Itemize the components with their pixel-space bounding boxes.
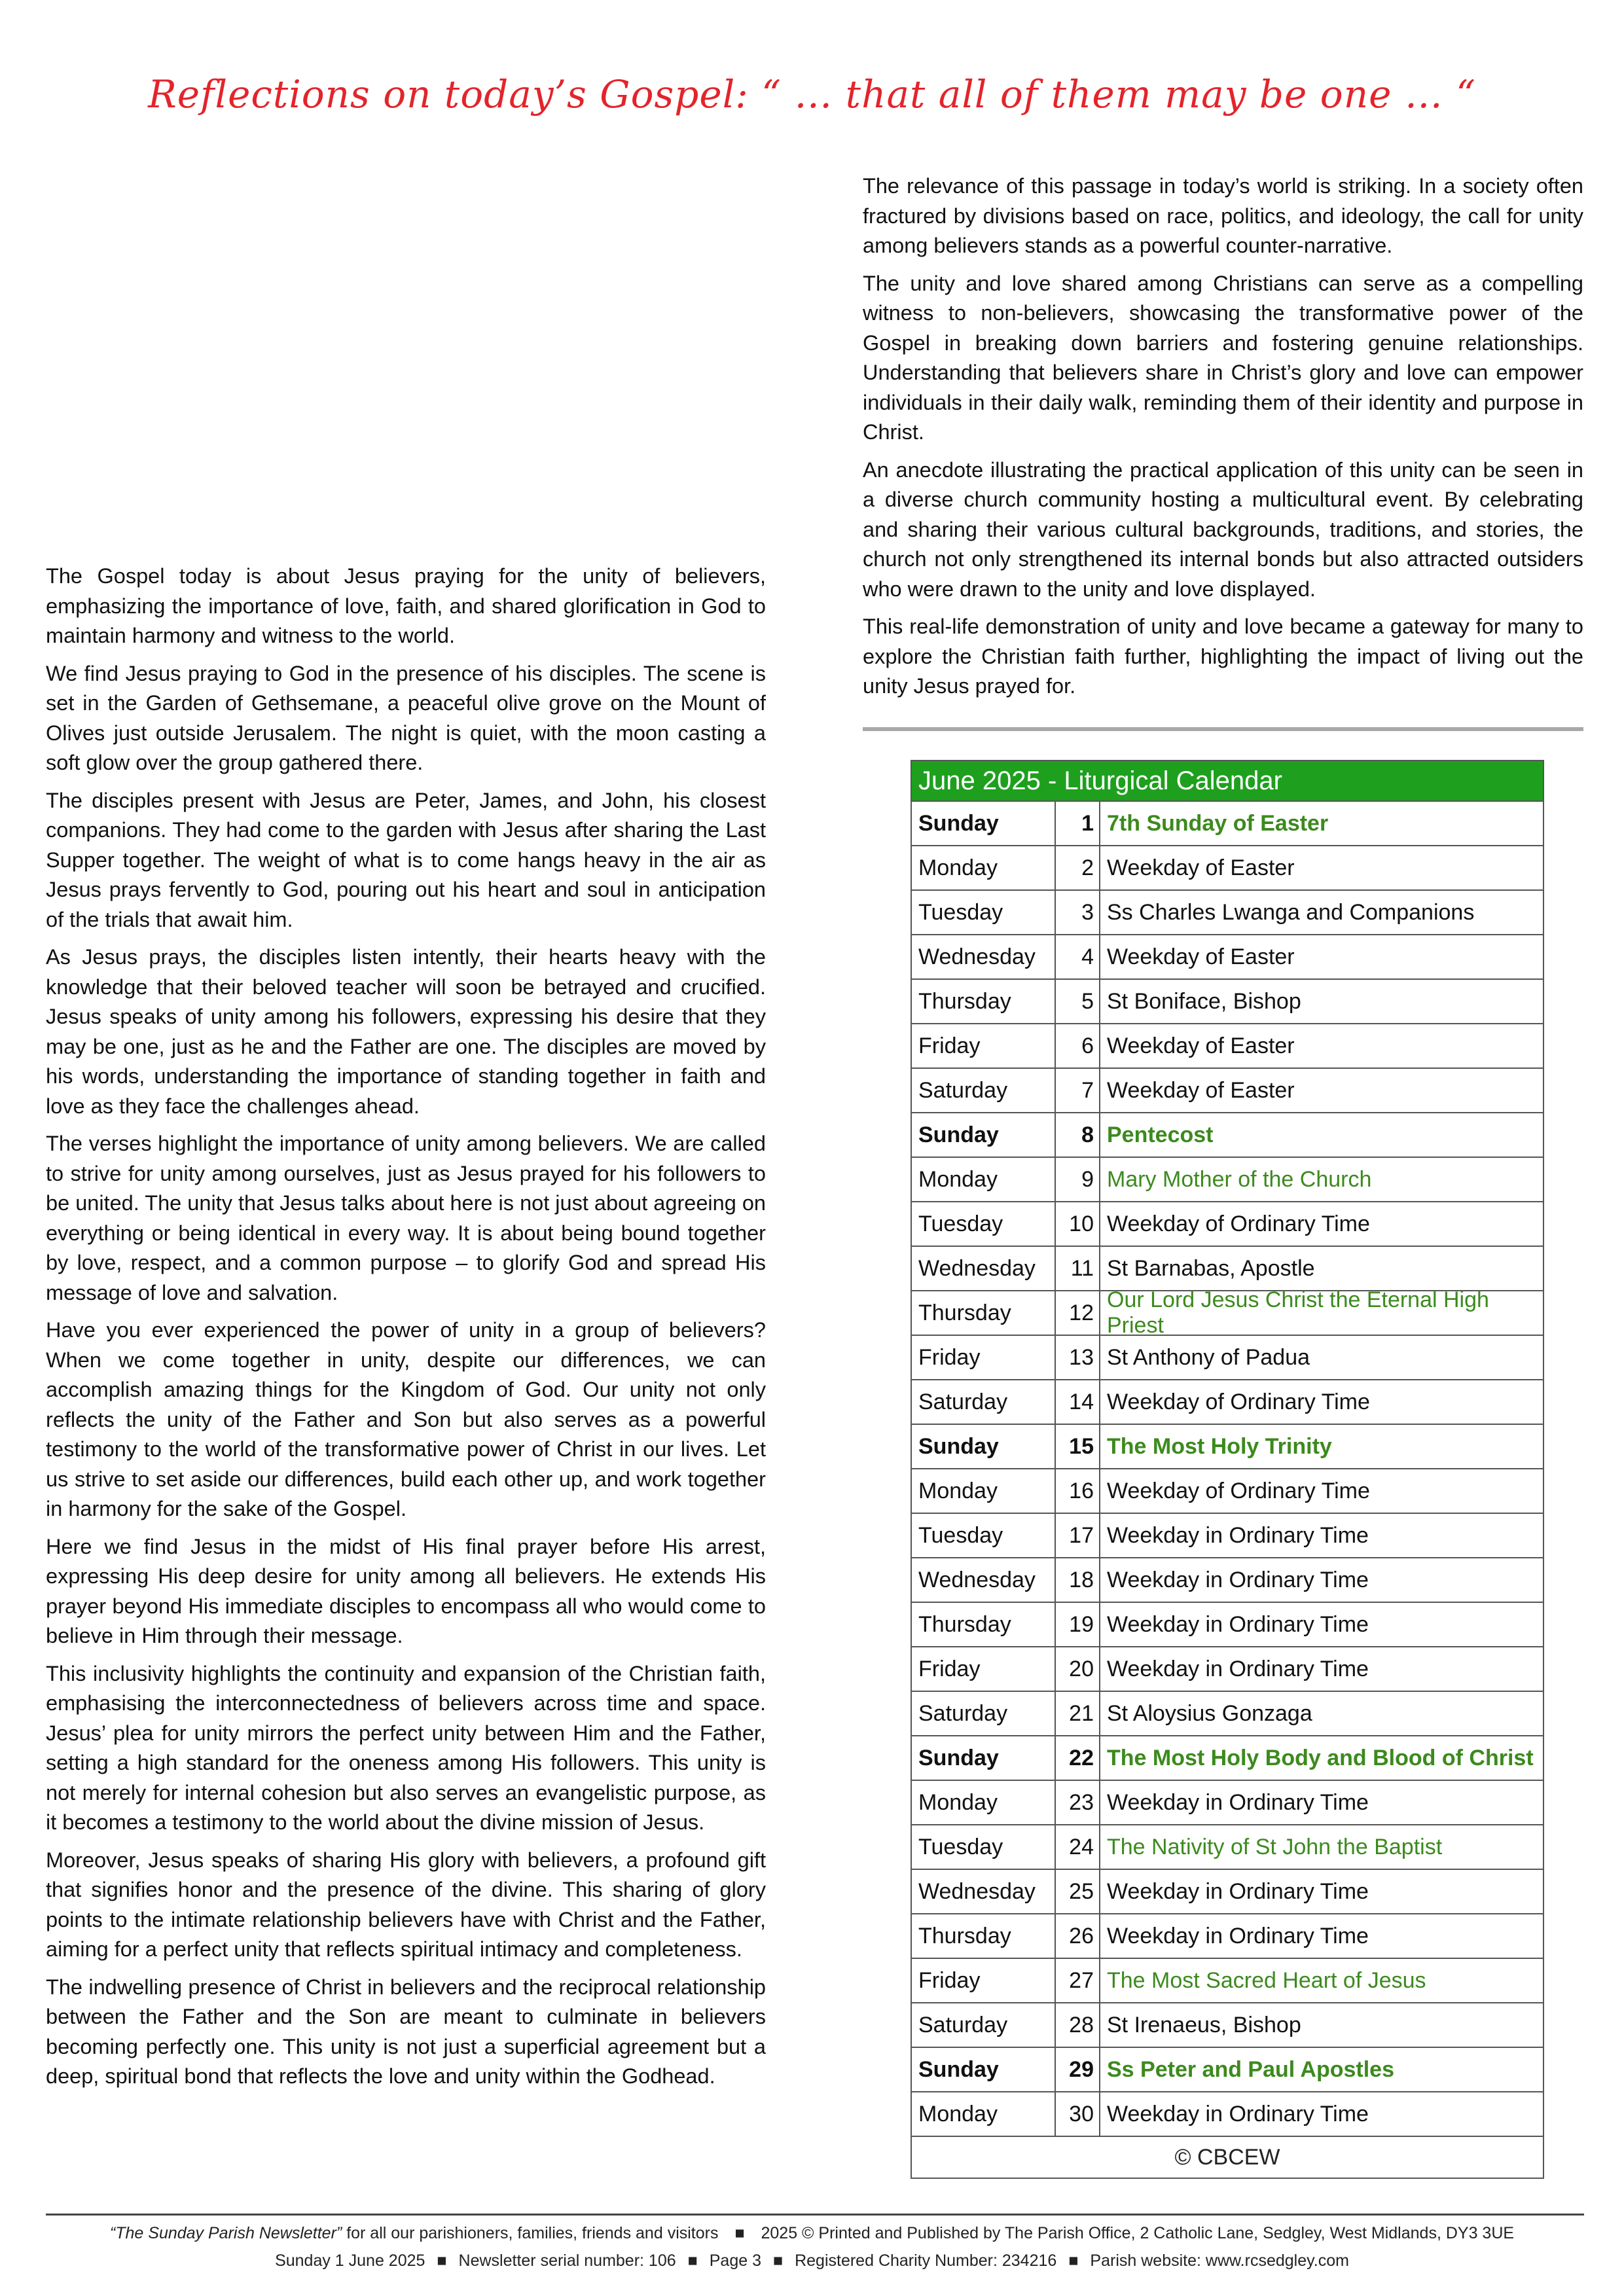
calendar-row [912, 1112, 1543, 1157]
calendar-day: Friday [912, 1647, 1056, 1691]
calendar-day: Friday [912, 1959, 1056, 2002]
left-paragraph: As Jesus prays, the disciples listen intently, their hearts heavy with the knowledge that their beloved teacher will soon be betrayed and crucified. Jesus speaks of unity among his followers, expressing his desire that they may be one, just as he and the Father are one. The disciples are moved by his words, understanding the importance of standing together in faith and love as they face the challenges ahead. [46, 945, 766, 1118]
footer-line-1 [0, 2224, 1624, 2243]
calendar-day: Sunday [912, 802, 1056, 845]
calendar-row [912, 1557, 1543, 1602]
calendar-celebration: Weekday of Easter [1107, 1077, 1295, 1103]
footer-item: Sunday 1 June 2025 [275, 2251, 425, 2270]
calendar-row [912, 1067, 1543, 1112]
calendar-day: Saturday [912, 1380, 1056, 1424]
calendar-day: Saturday [912, 1692, 1056, 1735]
calendar-row [912, 800, 1543, 845]
calendar-celebration: Weekday in Ordinary Time [1107, 1611, 1369, 1637]
footer-divider [46, 2214, 1584, 2215]
calendar-row [912, 1646, 1543, 1691]
separator-icon: ■ [1068, 2251, 1079, 2270]
footer-item: Parish website: www.rcsedgley.com [1090, 2251, 1349, 2270]
newsletter-name: “The Sunday Parish Newsletter” [109, 2224, 342, 2242]
calendar-day: Thursday [912, 1603, 1056, 1646]
calendar-row [912, 1958, 1543, 2002]
calendar-day: Sunday [912, 1425, 1056, 1468]
calendar-date: 9 [1056, 1158, 1100, 1201]
calendar-celebration: Weekday of Ordinary Time [1107, 1389, 1370, 1414]
calendar-row [912, 1913, 1543, 1958]
calendar-day: Tuesday [912, 1514, 1056, 1557]
calendar-date: 7 [1056, 1069, 1100, 1112]
calendar-celebration: Mary Mother of the Church [1107, 1166, 1372, 1192]
calendar-row [912, 1869, 1543, 1913]
calendar-date: 20 [1056, 1647, 1100, 1691]
calendar-day: Sunday [912, 1113, 1056, 1157]
calendar-date: 2 [1056, 846, 1100, 889]
calendar-row [912, 1287, 1543, 1338]
calendar-row [912, 2047, 1543, 2091]
calendar-date: 8 [1056, 1113, 1100, 1157]
calendar-day: Sunday [912, 2048, 1056, 2091]
calendar-date: 1 [1056, 802, 1100, 845]
left-paragraph: The Gospel today is about Jesus praying for the unity of believers, emphasizing the importance of love, faith, and shared glorification in God to maintain harmony and witness to the world. [46, 564, 766, 647]
calendar-celebration: Weekday in Ordinary Time [1107, 1656, 1369, 1681]
calendar-day: Wednesday [912, 935, 1056, 978]
page-title: Reflections on today’s Gospel: “ … that all of them may be one … “ [148, 72, 1476, 117]
calendar-day: Monday [912, 846, 1056, 889]
calendar-copyright: © CBCEW [912, 2136, 1543, 2178]
calendar-date: 4 [1056, 935, 1100, 978]
calendar-celebration: St Barnabas, Apostle [1107, 1255, 1315, 1281]
calendar-row [912, 934, 1543, 978]
calendar-date: 21 [1056, 1692, 1100, 1735]
calendar-date: 30 [1056, 2092, 1100, 2136]
footer-publisher: 2025 © Printed and Published by The Parish Office, 2 Catholic Lane, Sedgley, West Midlands, DY3 3UE [761, 2224, 1515, 2242]
calendar-row [912, 1780, 1543, 1824]
calendar-date: 15 [1056, 1425, 1100, 1468]
calendar-date: 16 [1056, 1469, 1100, 1513]
calendar-celebration: Weekday in Ordinary Time [1107, 2101, 1369, 2126]
calendar-celebration: Our Lord Jesus Christ the Eternal High Priest [1107, 1287, 1489, 1338]
calendar-day: Wednesday [912, 1247, 1056, 1290]
calendar-row [912, 1157, 1543, 1201]
calendar-celebration: Weekday of Ordinary Time [1107, 1478, 1370, 1503]
calendar-celebration: Weekday of Easter [1107, 855, 1295, 880]
calendar-date: 25 [1056, 1870, 1100, 1913]
calendar-date: 26 [1056, 1914, 1100, 1958]
calendar-row [912, 1735, 1543, 1780]
calendar-celebration: St Aloysius Gonzaga [1107, 1700, 1312, 1726]
calendar-celebration: The Most Holy Body and Blood of Christ [1107, 1745, 1534, 1770]
calendar-celebration: Weekday in Ordinary Time [1107, 1878, 1369, 1904]
footer-item: Newsletter serial number: 106 [458, 2251, 676, 2270]
calendar-day: Monday [912, 1158, 1056, 1201]
calendar-row [912, 1824, 1543, 1869]
calendar-celebration: St Boniface, Bishop [1107, 988, 1301, 1014]
calendar-day: Thursday [912, 980, 1056, 1023]
calendar-day: Friday [912, 1024, 1056, 1067]
calendar-row [912, 889, 1543, 934]
left-paragraph: The disciples present with Jesus are Peter, James, and John, his closest companions. They had come to the garden with Jesus after sharing the Last Supper together. The weight of what is to come hangs heavy in the air as Jesus prays fervently to God, pouring out his heart and soul in anticipation of the trials that await him. [46, 788, 766, 931]
calendar-row [912, 1602, 1543, 1646]
calendar-date: 18 [1056, 1558, 1100, 1602]
calendar-celebration: Weekday in Ordinary Time [1107, 1923, 1369, 1948]
footer-item: Registered Charity Number: 234216 [795, 2251, 1057, 2270]
calendar-day: Wednesday [912, 1558, 1056, 1602]
calendar-celebration: Ss Peter and Paul Apostles [1107, 2056, 1394, 2082]
left-paragraph: Have you ever experienced the power of unity in a group of believers? When we come together in unity, despite our differences, we can accomplish amazing things for the Kingdom of God. Our unity not only reflects the unity of the Father and Son but also serves as a powerful testimony to the world of the transformative power of Christ in our lives. Let us strive to set aside our differences, build each other up, and work together in harmony for the sake of the Gospel. [46, 1318, 766, 1520]
calendar-day: Monday [912, 1781, 1056, 1824]
calendar-day: Friday [912, 1336, 1056, 1379]
calendar-heading: June 2025 - Liturgical Calendar [912, 761, 1543, 800]
right-paragraph: This real-life demonstration of unity and love became a gateway for many to explore the Christian faith further, highlighting the impact of living out the unity Jesus prayed for. [863, 615, 1583, 698]
calendar-row [912, 1201, 1543, 1246]
calendar-date: 6 [1056, 1024, 1100, 1067]
section-divider [863, 727, 1583, 731]
calendar-row [912, 1691, 1543, 1735]
calendar-celebration: Weekday in Ordinary Time [1107, 1789, 1369, 1815]
calendar-day: Monday [912, 2092, 1056, 2136]
left-paragraph: We find Jesus praying to God in the presence of his disciples. The scene is set in the Garden of Gethsemane, a peaceful olive grove on the Mount of Olives just outside Jerusalem. The night is quiet, with the moon casting a soft glow over the group gathered there. [46, 661, 766, 774]
calendar-date: 3 [1056, 891, 1100, 934]
calendar-date: 19 [1056, 1603, 1100, 1646]
calendar-celebration: St Irenaeus, Bishop [1107, 2012, 1301, 2037]
calendar-row [912, 2091, 1543, 2136]
calendar-celebration: The Nativity of St John the Baptist [1107, 1834, 1443, 1859]
calendar-row [912, 1424, 1543, 1468]
footer-audience: for all our parishioners, families, friends and visitors [346, 2224, 719, 2242]
calendar-day: Sunday [912, 1736, 1056, 1780]
left-paragraph: The indwelling presence of Christ in believers and the reciprocal relationship between the Father and the Son are meant to culminate in believers becoming perfectly one. This unity is not just a superficial agreement but a deep, spiritual bond that reflects the love and unity within the Godhead. [46, 1975, 766, 2088]
calendar-date: 23 [1056, 1781, 1100, 1824]
footer-line-2 [0, 2251, 1624, 2270]
calendar-day: Saturday [912, 2003, 1056, 2047]
right-paragraph: The relevance of this passage in today’s world is striking. In a society often fractured by divisions based on race, politics, and ideology, the call for unity among believers stands as a powerful counter-narrative. [863, 174, 1583, 257]
calendar-day: Saturday [912, 1069, 1056, 1112]
calendar-row [912, 1335, 1543, 1379]
separator-icon: ■ [437, 2251, 447, 2270]
right-paragraph: An anecdote illustrating the practical application of this unity can be seen in a diverse church community hosting a multicultural event. By celebrating and sharing their various cultural backgrounds, traditions, and stories, the church not only strengthened its internal bonds but also attracted outsiders who were drawn to the unity and love displayed. [863, 457, 1583, 601]
calendar-celebration: St Anthony of Padua [1107, 1344, 1310, 1370]
calendar-date: 12 [1056, 1291, 1100, 1335]
calendar-celebration: Weekday in Ordinary Time [1107, 1522, 1369, 1548]
calendar-date: 10 [1056, 1202, 1100, 1246]
calendar-day: Tuesday [912, 1825, 1056, 1869]
separator-icon: ■ [772, 2251, 784, 2270]
calendar-date: 11 [1056, 1247, 1100, 1290]
calendar-day: Thursday [912, 1914, 1056, 1958]
calendar-row [912, 1023, 1543, 1067]
calendar-celebration: Weekday in Ordinary Time [1107, 1567, 1369, 1592]
calendar-row [912, 1246, 1543, 1290]
calendar-date: 28 [1056, 2003, 1100, 2047]
calendar-date: 27 [1056, 1959, 1100, 2002]
calendar-row [912, 845, 1543, 889]
calendar-celebration: The Most Holy Trinity [1107, 1433, 1332, 1459]
calendar-date: 5 [1056, 980, 1100, 1023]
left-paragraph: Moreover, Jesus speaks of sharing His glory with believers, a profound gift that signifies honor and the presence of the divine. This sharing of glory points to the intimate relationship believers have with Christ and the Father, aiming for a perfect unity that reflects spiritual intimacy and completeness. [46, 1848, 766, 1961]
calendar-celebration: Weekday of Easter [1107, 944, 1295, 969]
calendar-date: 14 [1056, 1380, 1100, 1424]
left-paragraph: The verses highlight the importance of unity among believers. We are called to strive for unity among ourselves, just as Jesus prayed for his followers to be united. The unity that Jesus talks about here is not just about agreeing on everything or being identical in every way. It is about being bound together by love, respect, and a common purpose – to glorify God and spread His message of love and salvation. [46, 1132, 766, 1304]
gospel-reflection-right-column [863, 171, 1583, 709]
calendar-day: Monday [912, 1469, 1056, 1513]
calendar-row [912, 2002, 1543, 2047]
calendar-row [912, 978, 1543, 1023]
calendar-day: Wednesday [912, 1870, 1056, 1913]
separator-icon: ■ [687, 2251, 698, 2270]
calendar-date: 22 [1056, 1736, 1100, 1780]
calendar-celebration: Pentecost [1107, 1122, 1214, 1147]
calendar-date: 29 [1056, 2048, 1100, 2091]
calendar-day: Tuesday [912, 1202, 1056, 1246]
calendar-celebration: Weekday of Ordinary Time [1107, 1211, 1370, 1236]
calendar-day: Thursday [912, 1291, 1056, 1335]
left-paragraph: This inclusivity highlights the continuity and expansion of the Christian faith, emphasising the interconnectedness of believers across time and space. Jesus’ plea for unity mirrors the perfect unity between Him and the Father, setting a high standard for the oneness among His followers. This unity is not merely for internal cohesion but also serves an evangelistic purpose, as it becomes a testimony to the world about the divine mission of Jesus. [46, 1661, 766, 1834]
calendar-celebration: 7th Sunday of Easter [1107, 810, 1329, 836]
calendar-celebration: The Most Sacred Heart of Jesus [1107, 1967, 1426, 1993]
calendar-celebration: Weekday of Easter [1107, 1033, 1295, 1058]
footer-item: Page 3 [709, 2251, 761, 2270]
calendar-celebration: Ss Charles Lwanga and Companions [1107, 899, 1475, 925]
liturgical-calendar-table [911, 760, 1544, 2179]
gospel-reflection-left-column [46, 562, 766, 2100]
calendar-date: 24 [1056, 1825, 1100, 1869]
calendar-date: 13 [1056, 1336, 1100, 1379]
calendar-day: Tuesday [912, 891, 1056, 934]
calendar-row [912, 1379, 1543, 1424]
calendar-date: 17 [1056, 1514, 1100, 1557]
right-paragraph: The unity and love shared among Christians can serve as a compelling witness to non-believers, showcasing the transformative power of the Gospel in breaking down barriers and fostering genuine relationships. Understanding that believers share in Christ’s glory and love can empower individuals in their daily walk, reminding them of their identity and purpose in Christ. [863, 271, 1583, 444]
calendar-row [912, 1513, 1543, 1557]
calendar-row [912, 1468, 1543, 1513]
separator-icon: ■ [734, 2224, 745, 2242]
left-paragraph: Here we find Jesus in the midst of His final prayer before His arrest, expressing His deep desire for unity among all believers. He extends His prayer beyond His immediate disciples to encompass all who would come to believe in Him through their message. [46, 1534, 766, 1647]
